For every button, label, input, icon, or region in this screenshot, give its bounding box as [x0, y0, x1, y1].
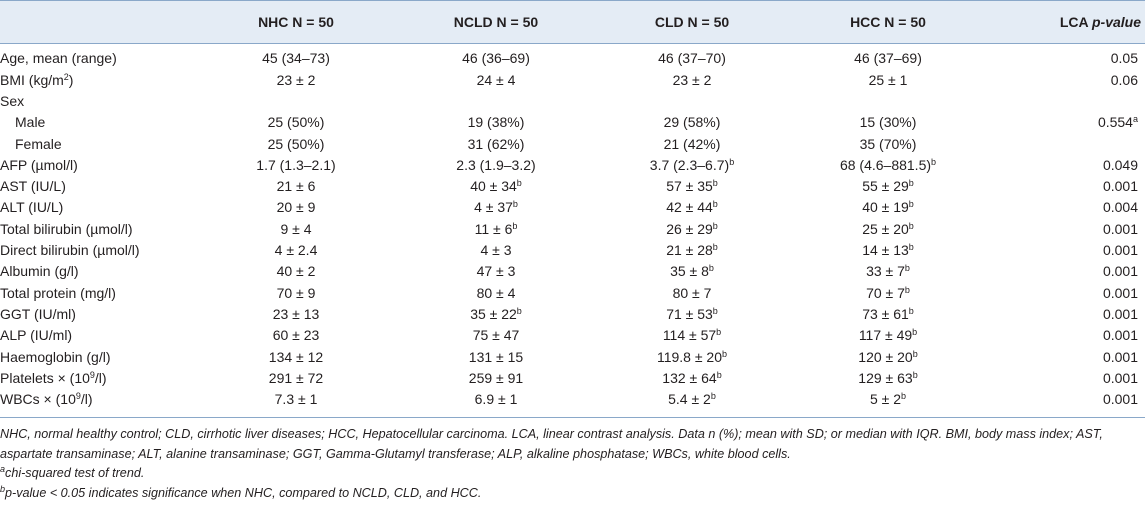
- cell-cld: $71 \pm 53^b$: [666, 305, 718, 322]
- cell-cld: $119.8 \pm 20^b$: [656, 348, 728, 365]
- table-row: [0, 346, 1145, 367]
- header-lca-pvalue: [988, 1, 1145, 43]
- table-row: [0, 133, 1145, 154]
- footnote-a-mark: a: [0, 464, 6, 474]
- cell-nhc: 21 ± 6: [276, 178, 316, 195]
- cell-hcc: $55 \pm 29^b$: [862, 178, 914, 195]
- cell-ncld: 6.9 ± 1: [474, 391, 518, 408]
- cell-hcc: $5 \pm 2^b$: [869, 391, 907, 408]
- table-row: [0, 325, 1145, 346]
- cell-ncld: 2.3 (1.9–3.2): [456, 156, 536, 173]
- cell-hcc: $73 \pm 61^b$: [862, 305, 914, 322]
- row-label: Total protein (mg/l): [0, 284, 116, 301]
- cell-ncld: 31 (62%): [467, 135, 525, 152]
- row-label: Sex: [0, 92, 25, 109]
- table-body: [0, 43, 1145, 410]
- cell-cld: 3.7 $(2.3-6.7)^b$: [649, 156, 735, 173]
- row-label: Total bilirubin (µmol/l): [0, 220, 133, 237]
- cell-nhc: 40 ± 2: [276, 263, 316, 280]
- cell-lca-pvalue: 0.06: [1110, 71, 1138, 88]
- table-row: [0, 90, 1145, 111]
- table-header-row: [0, 1, 1145, 43]
- header-lca: LCA: [1059, 14, 1089, 30]
- cell-ncld: 47 ± 3: [476, 263, 516, 280]
- cell-ncld: 4 ± 3: [480, 242, 512, 259]
- footnote-b: [0, 484, 1140, 504]
- cell-hcc: $129 \pm 63^b$: [858, 369, 918, 386]
- table-row: [0, 175, 1145, 196]
- cell-cld: $57 \pm 35^b$: [666, 178, 718, 195]
- table-row: [0, 388, 1145, 409]
- data-table: [0, 1, 1145, 410]
- cell-nhc: 291 ± 72: [268, 369, 324, 386]
- cell-hcc: $14 \pm 13^b$: [862, 242, 914, 259]
- cell-nhc: 70 ± 9: [276, 284, 316, 301]
- header-cld: CLD N = 50: [654, 14, 730, 30]
- row-label: Platelets × $(10^9/l)$: [0, 369, 107, 386]
- cell-ncld: $11 \pm 6^b$: [474, 220, 518, 237]
- cell-ncld: 80 ± 4: [476, 284, 516, 301]
- cell-lca-pvalue: 0.05: [1110, 50, 1138, 66]
- cell-hcc: $70 \pm 7^b$: [866, 284, 910, 301]
- table-row: [0, 43, 1145, 69]
- cell-ncld: [396, 90, 596, 111]
- cell-lca-pvalue: 0.001: [1102, 369, 1138, 386]
- cell-lca-pvalue: [988, 90, 1145, 111]
- cell-hcc: $25 \pm 20^b$: [862, 220, 914, 237]
- cell-cld: $21 \pm 28^b$: [666, 242, 718, 259]
- cell-hcc: 25 ± 1: [868, 71, 908, 88]
- cell-ncld: 24 ± 4: [476, 71, 516, 88]
- cell-hcc: 35 (70%): [859, 135, 917, 152]
- footnote-b-mark: b: [0, 483, 6, 494]
- footnotes: [0, 425, 1140, 503]
- cell-nhc: 1.7 (1.3–2.1): [256, 156, 336, 173]
- cell-cld: $114 \pm 57^b$: [662, 327, 722, 344]
- cell-lca-pvalue: 0.001: [1102, 263, 1138, 280]
- cell-hcc: $117 \pm 49^b$: [858, 327, 918, 344]
- table-row: [0, 261, 1145, 282]
- footnote-b-text: p-value < 0.05 indicates significance when NHC, compared to NCLD, CLD, and HCC.: [5, 485, 482, 500]
- header-nhc: NHC N = 50: [258, 14, 334, 30]
- cell-hcc: 46 (37–69): [854, 50, 922, 66]
- cell-ncld: 259 ± 91: [468, 369, 524, 386]
- table-row: [0, 303, 1145, 324]
- cell-nhc: 45 (34–73): [262, 50, 330, 66]
- cell-ncld: $4 \pm 37^b$: [474, 199, 518, 216]
- cell-lca-pvalue: 0.001: [1102, 220, 1138, 237]
- cell-cld: 80 ± 7: [672, 284, 712, 301]
- cell-lca-pvalue: 0.001: [1102, 348, 1138, 365]
- cell-nhc: [196, 90, 396, 111]
- footnote-a: [0, 464, 1140, 484]
- row-label: Male: [15, 114, 46, 131]
- row-label: BMI $(kg/m^2)$: [0, 71, 74, 88]
- header-hcc: HCC N = 50: [850, 14, 926, 30]
- cell-nhc: 23 ± 2: [276, 71, 316, 88]
- table-row: [0, 367, 1145, 388]
- row-label: Direct bilirubin (µmol/l): [0, 242, 140, 259]
- cell-lca-pvalue: [988, 133, 1145, 154]
- cell-cld: [596, 90, 788, 111]
- header-label-col: [0, 1, 196, 43]
- footnote-abbreviations: NHC, normal healthy control; CLD, cirrhotic liver diseases; HCC, Hepatocellular carcinoma. LCA, linear contrast analysis. Data n (%); mean with SD; or median with IQR. BMI, body mass index; AST, aspartate transaminase; ALT, alanine transaminase; GGT, Gamma-Glutamyl transferase; ALP, alkaline phosphatase; WBCs, white blood cells.: [0, 427, 1103, 461]
- cell-hcc: $120 \pm 20^b$: [858, 348, 918, 365]
- cell-hcc: $33 \pm 7^b$: [866, 263, 910, 280]
- cell-lca-pvalue: 0.001: [1102, 327, 1138, 344]
- cell-ncld: 46 (36–69): [462, 50, 530, 66]
- row-label: GGT (IU/ml): [0, 305, 76, 322]
- cell-lca-pvalue: 0.001: [1102, 391, 1138, 408]
- header-pvalue: p-value: [1091, 14, 1141, 30]
- cell-ncld: 131 ± 15: [468, 348, 524, 365]
- cell-ncld: $40 \pm 34^b$: [470, 178, 522, 195]
- table-row: [0, 69, 1145, 90]
- cell-lca-pvalue: 0.554$^a$: [1097, 114, 1138, 131]
- cell-hcc: [788, 90, 988, 111]
- cell-ncld: 19 (38%): [467, 114, 525, 131]
- header-ncld: NCLD N = 50: [453, 14, 539, 30]
- cell-nhc: 134 ± 12: [268, 348, 324, 365]
- cell-lca-pvalue: 0.049: [1102, 156, 1138, 173]
- cell-nhc: 25 (50%): [267, 114, 325, 131]
- cell-cld: 29 (58%): [663, 114, 721, 131]
- row-label: WBCs × $(10^9/l)$: [0, 391, 93, 408]
- cell-nhc: 25 (50%): [267, 135, 325, 152]
- cell-cld: $35 \pm 8^b$: [670, 263, 714, 280]
- table-row: [0, 112, 1145, 133]
- table-row: [0, 282, 1145, 303]
- cell-cld: 21 (42%): [663, 135, 721, 152]
- cell-lca-pvalue: 0.001: [1102, 284, 1138, 301]
- cell-nhc: 4 ± 2.4: [274, 242, 318, 259]
- row-label: Haemoglobin (g/l): [0, 348, 111, 365]
- cell-cld: $132 \pm 64^b$: [662, 369, 722, 386]
- bottom-rule: [0, 417, 1145, 418]
- cell-hcc: $40 \pm 19^b$: [862, 199, 914, 216]
- row-label: ALP (IU/ml): [0, 327, 73, 344]
- table-row: [0, 239, 1145, 260]
- cell-cld: 23 ± 2: [672, 71, 712, 88]
- cell-nhc: 23 ± 13: [272, 305, 320, 322]
- table-row: [0, 197, 1145, 218]
- cell-cld: $26 \pm 29^b$: [666, 220, 718, 237]
- cell-cld: $5.4 \pm 2^b$: [668, 391, 716, 408]
- cell-ncld: $35 \pm 22^b$: [470, 305, 522, 322]
- row-label: AFP (µmol/l): [0, 156, 78, 173]
- table-row: [0, 154, 1145, 175]
- row-label: Female: [15, 135, 62, 152]
- row-label: Age, mean (range): [0, 50, 117, 66]
- cell-ncld: 75 ± 47: [472, 327, 520, 344]
- footnote-a-text: chi-squared test of trend.: [5, 466, 145, 480]
- cell-cld: $42 \pm 44^b$: [666, 199, 718, 216]
- cell-hcc: 15 (30%): [859, 114, 917, 131]
- cell-lca-pvalue: 0.004: [1102, 199, 1138, 216]
- cell-cld: 46 (37–70): [658, 50, 726, 66]
- cell-lca-pvalue: 0.001: [1102, 242, 1138, 259]
- table-row: [0, 218, 1145, 239]
- row-label: Albumin (g/l): [0, 263, 79, 280]
- cell-lca-pvalue: 0.001: [1102, 178, 1138, 195]
- row-label: AST (IU/L): [0, 178, 66, 195]
- cell-lca-pvalue: 0.001: [1102, 305, 1138, 322]
- cell-nhc: 9 ± 4: [280, 220, 312, 237]
- cell-nhc: 7.3 ± 1: [274, 391, 318, 408]
- cell-hcc: 68 $(4.6-881.5)^b$: [839, 156, 937, 173]
- row-label: ALT (IU/L): [0, 199, 64, 216]
- cell-nhc: 60 ± 23: [272, 327, 320, 344]
- cell-nhc: 20 ± 9: [276, 199, 316, 216]
